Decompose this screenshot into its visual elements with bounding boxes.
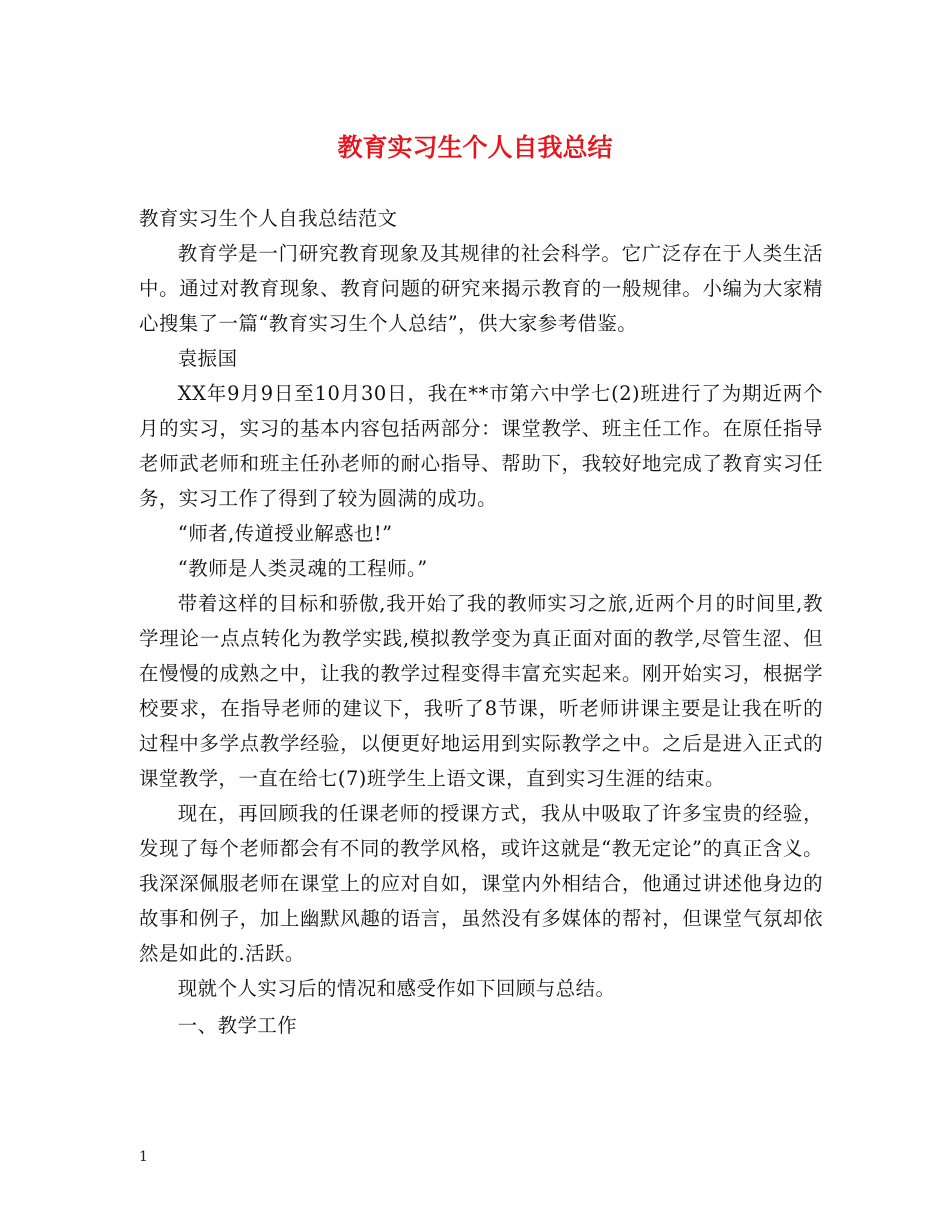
subtitle-paragraph: 教育实习生个人自我总结范文: [139, 207, 398, 230]
intro-paragraph: 教育学是一门研究教育现象及其规律的社会科学。它广泛存在于人类生活中。通过对教育现象、教育问题的研究来揭示教育的一般规律。小编为大家精心搜集了一篇“教育实习生个人总结”，供大家参考借鉴。: [139, 242, 823, 335]
section-heading: 一、教学工作: [177, 1014, 298, 1037]
document-title: 教育实习生个人自我总结: [337, 133, 613, 162]
summary-intro-paragraph: 现就个人实习后的情况和感受作如下回顾与总结。: [177, 977, 616, 1000]
reflection-paragraph: 现在，再回顾我的任课老师的授课方式，我从中吸取了许多宝贵的经验，发现了每个老师都会有不同的教学风格，或许这就是“教无定论”的真正含义。我深深佩服老师在课堂上的应对自如，课堂内外相结合，他通过讲述他身边的故事和例子，加上幽默风趣的语言，虽然没有多媒体的帮衬，但课堂气氛却依然是如此的.活跃。: [139, 802, 823, 965]
document-body: [139, 201, 823, 1043]
page-number: 1: [139, 1149, 148, 1165]
quote-line-2: “教师是人类灵魂的工程师。”: [177, 557, 428, 580]
teaching-journey-paragraph: 带着这样的目标和骄傲,我开始了我的教师实习之旅,近两个月的时间里,教学理论一点点转化为教学实践,模拟教学变为真正面对面的教学,尽管生涩、但在慢慢的成熟之中，让我的教学过程变得丰富充实起来。刚开始实习，根据学校要求，在指导老师的建议下，我听了8节课，听老师讲课主要是让我在听的过程中多学点教学经验，以便更好地运用到实际教学之中。之后是进入正式的课堂教学，一直在给七(7)班学生上语文课，直到实习生涯的结束。: [139, 592, 823, 790]
author-name: 袁振国: [177, 347, 238, 370]
quote-line-1: “师者,传道授业解惑也!”: [177, 522, 393, 545]
internship-overview-paragraph: XX年9月9日至10月30日，我在**市第六中学七(2)班进行了为期近两个月的实习，实习的基本内容包括两部分：课堂教学、班主任工作。在原任指导老师武老师和班主任孙老师的耐心指导、帮助下，我较好地完成了教育实习任务，实习工作了得到了较为圆满的成功。: [139, 382, 823, 510]
